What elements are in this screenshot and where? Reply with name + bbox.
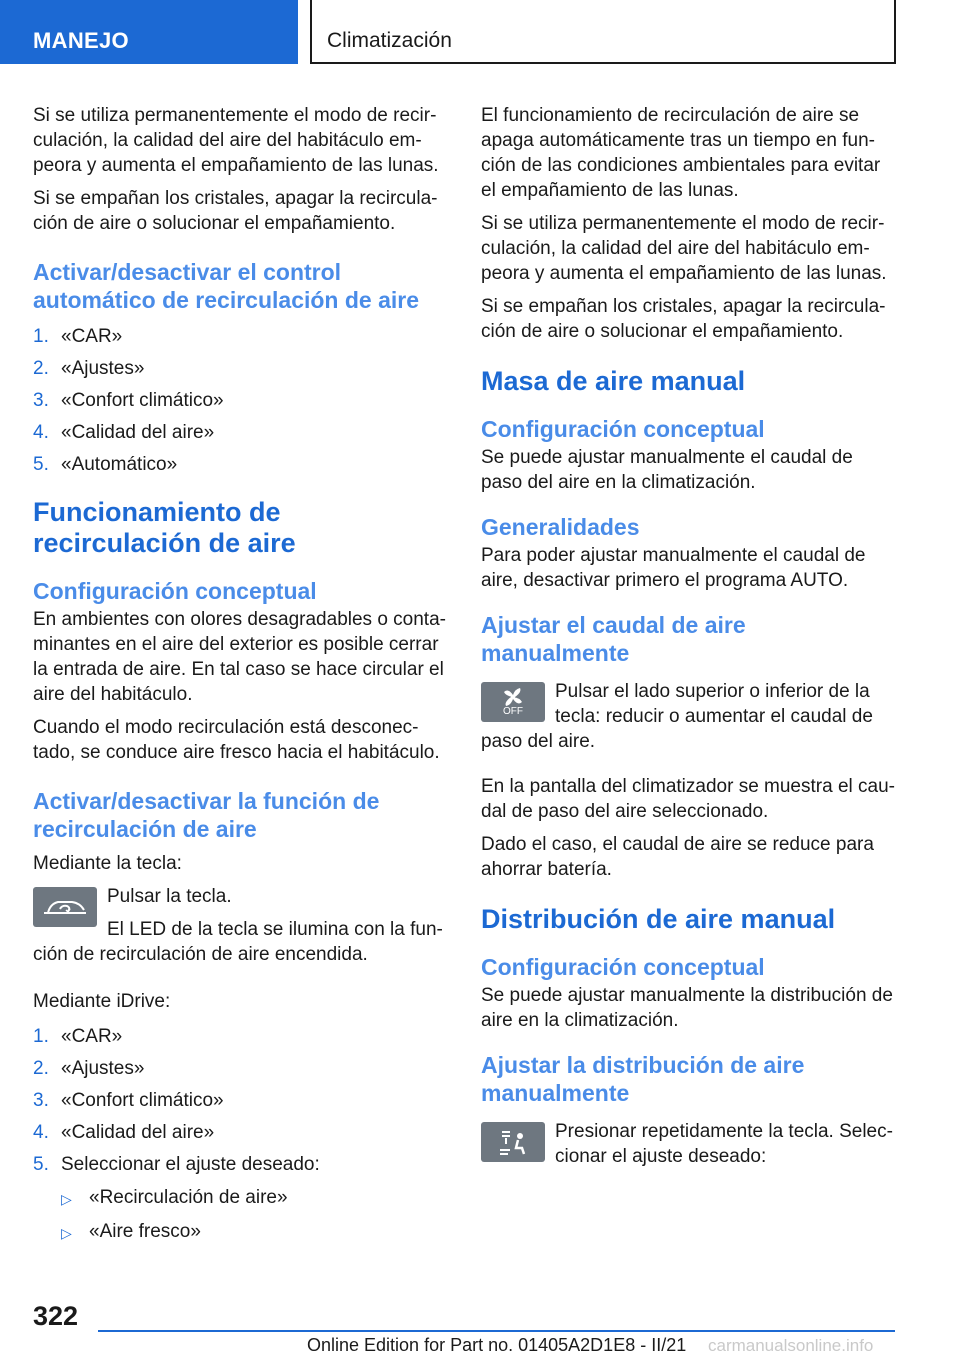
list-item: 1. «CAR» [33, 1026, 123, 1047]
watermark: carmanualsonline.info [708, 1336, 874, 1355]
heading-concept: Configuración conceptual [481, 416, 765, 442]
page-number: 322 [33, 1301, 79, 1331]
list-item: 2. «Ajustes» [33, 1058, 145, 1079]
footer-divider [98, 1330, 895, 1332]
right-column [481, 103, 897, 1185]
paragraph: Pulsar la tecla. [107, 886, 232, 907]
list-item: 5. «Automático» [33, 454, 178, 475]
list-item: ▷ «Recirculación de aire» [61, 1185, 448, 1212]
list-item: 4. «Calidad del aire» [33, 1122, 215, 1143]
heading-adjust-airflow: Ajustar el caudal de aire manualmente [481, 612, 746, 666]
fan-key-icon [481, 682, 545, 722]
paragraph: Si se empañan los cristales, apagar la recircula-ción de aire o solucionar el empañamiento. [33, 188, 438, 234]
triangle-bullet-icon: ▷ [61, 1191, 72, 1207]
paragraph: En la pantalla del climatizador se muestra el cau-dal de paso del aire seleccionado. [481, 776, 895, 822]
heading-manual-air-mass: Masa de aire manual [481, 366, 746, 396]
heading-auto-recirculation: Activar/desactivar el control automático de recirculación de aire [33, 259, 420, 313]
section-title: MANEJO [33, 28, 129, 53]
sub-options-list [61, 1185, 448, 1246]
paragraph: Dado el caso, el caudal de aire se reduce para ahorrar batería. [481, 834, 874, 880]
paragraph: Pulsar el lado superior o inferior de la tecla: reducir o aumentar el caudal de paso del aire. [481, 681, 873, 752]
list-item: ▷ «Aire fresco» [61, 1219, 448, 1246]
list-item: 5. Seleccionar el ajuste deseado: [33, 1154, 320, 1175]
recirculation-key-icon [33, 887, 97, 927]
paragraph: Mediante la tecla: [33, 853, 182, 874]
paragraph: Si se utiliza permanentemente el modo de recir-culación, la calidad del aire del habitáculo em-peora y aumenta el empañamiento de las lunas. [33, 105, 439, 176]
list-item: 3. «Confort climático» [33, 1090, 224, 1111]
paragraph: Si se empañan los cristales, apagar la recircula-ción de aire o solucionar el empañamiento. [481, 296, 886, 342]
paragraph: Si se utiliza permanentemente el modo de recir-culación, la calidad del aire del habitáculo em-peora y aumenta el empañamiento de las lunas. [481, 213, 887, 284]
heading-concept: Configuración conceptual [481, 954, 765, 980]
heading-recirculation-function: Funcionamiento de recirculación de aire [33, 497, 296, 558]
recirculation-key-row [33, 884, 448, 975]
paragraph: Presionar repetidamente la tecla. Selec-cionar el ajuste deseado: [555, 1121, 893, 1167]
list-item: 1. «CAR» [33, 326, 123, 347]
heading-manual-distribution: Distribución de aire manual [481, 904, 836, 934]
section-tab [0, 0, 298, 64]
paragraph: Mediante iDrive: [33, 991, 171, 1012]
chapter-title: Climatización [327, 29, 452, 52]
fan-key-row [481, 679, 897, 762]
heading-general: Generalidades [481, 514, 640, 540]
paragraph: El LED de la tecla se ilumina con la fun-ción de recirculación de aire encendida. [33, 919, 443, 965]
heading-adjust-distribution: Ajustar la distribución de aire manualmente [481, 1052, 805, 1106]
steps-list [33, 324, 448, 477]
paragraph: Se puede ajustar manualmente la distribución de aire en la climatización. [481, 985, 893, 1031]
fan-off-label: OFF [503, 706, 523, 717]
heading-toggle-recirculation: Activar/desactivar la función de recirculación de aire [33, 788, 380, 842]
triangle-bullet-icon: ▷ [61, 1225, 72, 1241]
left-column [33, 103, 448, 1253]
edition-footer: Online Edition for Part no. 01405A2D1E8 - II/21 [307, 1335, 687, 1355]
paragraph: Se puede ajustar manualmente el caudal de paso del aire en la climatización. [481, 447, 853, 493]
chapter-header [310, 0, 896, 64]
heading-concept: Configuración conceptual [33, 578, 317, 604]
paragraph: Para poder ajustar manualmente el caudal de aire, desactivar primero el programa AUTO. [481, 545, 866, 591]
steps-list [33, 1024, 448, 1177]
distribution-key-row [481, 1119, 897, 1177]
list-item: 3. «Confort climático» [33, 390, 224, 411]
paragraph: En ambientes con olores desagradables o conta-minantes en el aire del exterior es posible cerrar la entrada de aire. En tal caso se hace circular el aire del habitáculo. [33, 609, 446, 705]
air-distribution-key-icon [481, 1122, 545, 1162]
list-item: 4. «Calidad del aire» [33, 422, 215, 443]
list-item: 2. «Ajustes» [33, 358, 145, 379]
paragraph: Cuando el modo recirculación está desconec-tado, se conduce aire fresco hacia el habitáculo. [33, 717, 440, 763]
paragraph: El funcionamiento de recirculación de aire se apaga automáticamente tras un tiempo en fun-ción de las condiciones ambientales para evitar el empañamiento de las lunas. [481, 105, 881, 201]
